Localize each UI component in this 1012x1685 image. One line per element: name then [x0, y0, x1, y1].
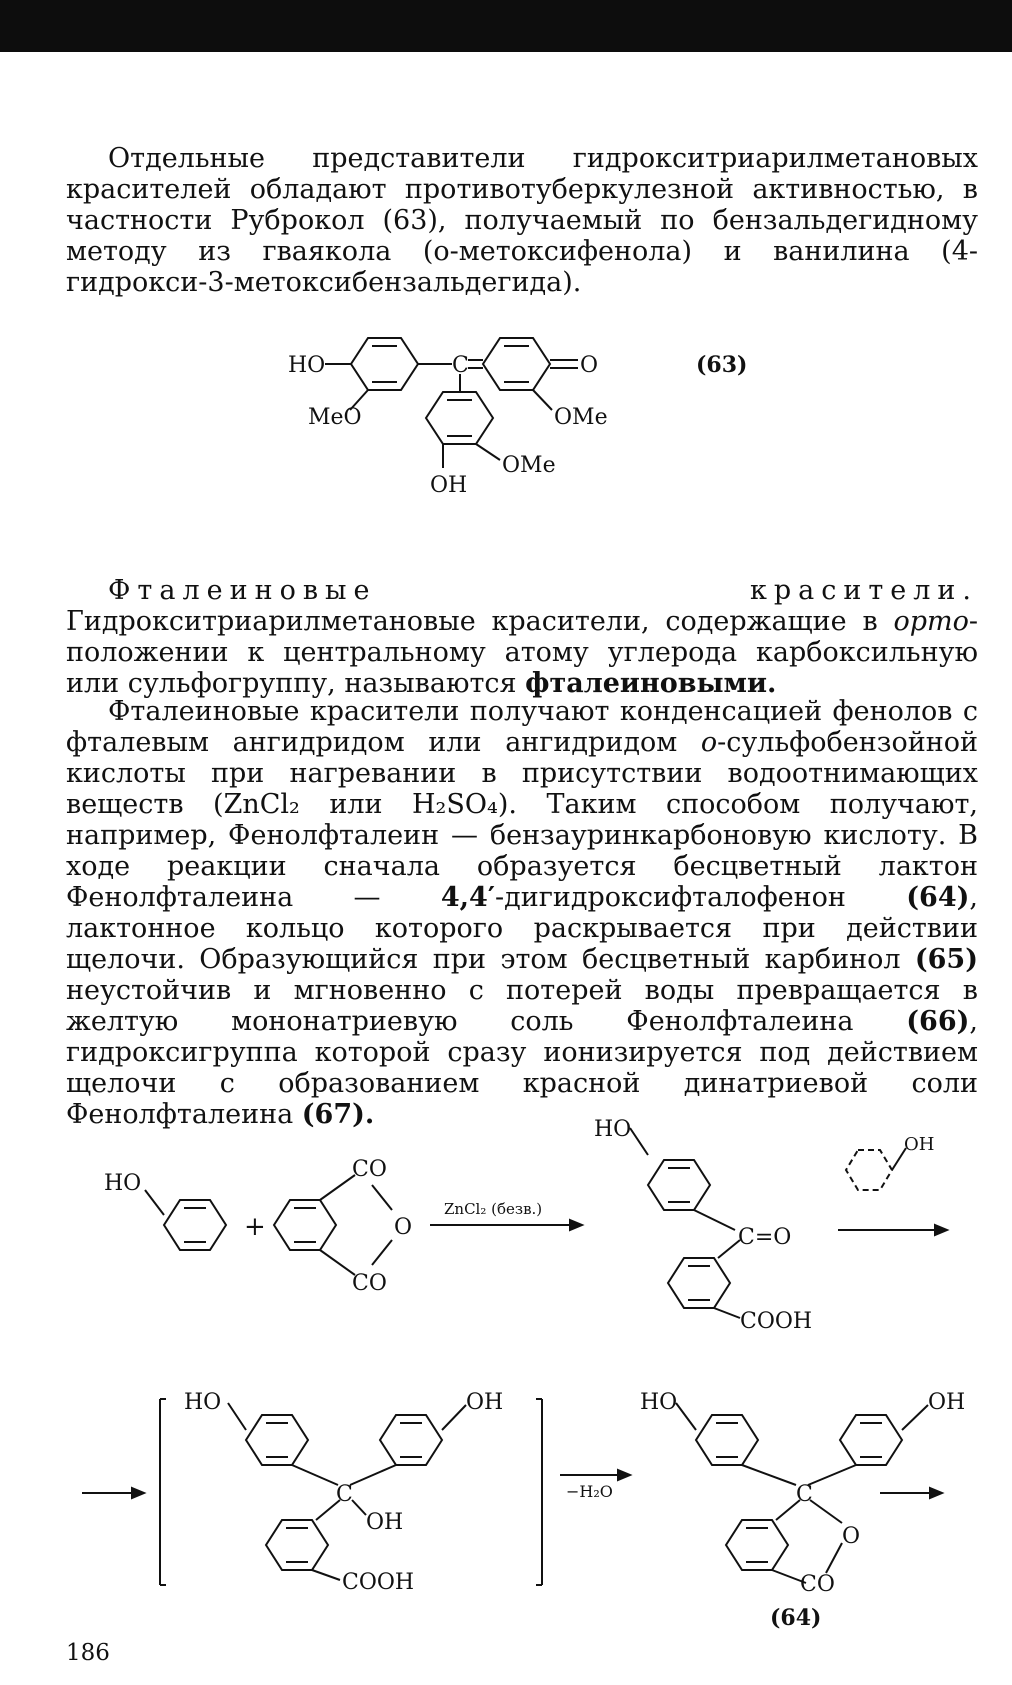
carbinol-central-carbon: C: [336, 1482, 353, 1507]
reagent-phenol-ring: [846, 1150, 892, 1190]
reagent-oh-label: OH: [904, 1134, 935, 1155]
reaction-2-svg: [0, 1385, 1012, 1630]
lactone-ring-oxygen: O: [842, 1524, 861, 1549]
paragraph-text: -дигидроксифталофенон: [494, 882, 846, 913]
anhydride-co-top: CO: [352, 1157, 387, 1182]
page-number: 186: [66, 1640, 110, 1666]
carbinol-cooh-label: COOH: [342, 1570, 415, 1595]
rubrocol-central-carbon: C: [452, 353, 469, 378]
paragraph-text: , лактонное кольцо которого раскрывается при действии щелочи. Образующийся при этом бесцветный карбинол: [66, 882, 978, 975]
compound-ref-67: (67).: [301, 1099, 375, 1130]
anhydride-co-bottom: CO: [352, 1271, 387, 1296]
anhydride-o-label: O: [394, 1215, 413, 1240]
rubrocol-ho-label: HO: [288, 353, 326, 378]
paragraph-phthaleins-definition: [66, 575, 978, 699]
bold-term: фталеиновыми.: [525, 668, 777, 699]
compound-number-64: (64): [770, 1605, 822, 1630]
paragraph-rubrocol: [66, 143, 978, 298]
rubrocol-oh-label: OH: [430, 473, 468, 498]
rubrocol-ome-label-2: OMe: [502, 453, 556, 478]
carbinol-oh-label: OH: [466, 1390, 504, 1415]
paragraph-phthaleins-synthesis: [66, 696, 978, 1130]
bold-term: 4,4′: [440, 882, 495, 913]
dehydration-label: −H₂O: [566, 1482, 613, 1501]
scan-top-border: [0, 0, 1012, 52]
paragraph-text: Гидрокситриарилметановые красители, содержащие в: [66, 606, 878, 637]
paragraph-text: -сульфобензойной кислоты при нагревании в присутствии водоотнимающих веществ (ZnCl₂ или H₂SO₄). Таким способом получают, например, Фенолфталеин — бензауринкарбоновую кислоту. В ходе реакции сначала образуется бесцветный лактон Фенолфталеина —: [66, 727, 978, 913]
compound-ref-65: (65): [914, 944, 978, 975]
compound-number-63: (63): [696, 352, 748, 378]
rubrocol-oxo-label: O: [580, 353, 599, 378]
paragraph-text: Отдельные представители гидрокситриарилметановых красителей обладают противотуберкулезной активностью, в частности Руброкол (63), получаемый по бензальдегидному методу из гваякола (о-метоксифенола) и ванилина (4-гидрокси-3-метоксибензальдегида).: [66, 143, 978, 298]
rubrocol-structure: [0, 320, 1012, 520]
reaction-condition: ZnCl₂ (безв.): [444, 1200, 543, 1218]
paragraph-text: Фталеиновые красители получают конденсацией фенолов с фталевым ангидридом или ангидридом: [66, 696, 978, 758]
compound-ref-64: (64): [906, 882, 970, 913]
rubrocol-meo-label: MeO: [308, 405, 362, 430]
reaction-scheme-1: [0, 1110, 1012, 1330]
rubrocol-svg: [0, 320, 1012, 520]
paragraph-text: неустойчив и мгновенно с потерей воды превращается в желтую мононатриевую соль Фенолфталеина: [66, 975, 978, 1037]
lactone-central-carbon: C: [796, 1482, 813, 1507]
benzoyl-ho-label: HO: [594, 1117, 632, 1142]
phenol-ho-label: HO: [104, 1171, 142, 1196]
lactone-co-label: CO: [800, 1572, 835, 1597]
plus-sign: +: [244, 1212, 266, 1242]
paragraph-text: -положении к центральному атому углерода карбоксильную или сульфогруппу, называются: [66, 606, 978, 699]
carbinol-c-oh-label: OH: [366, 1510, 404, 1535]
reaction-1-svg: [0, 1110, 1012, 1330]
rubrocol-ome-label-1: OMe: [554, 405, 608, 430]
paragraph-text: , гидроксигруппа которой сразу ионизируется под действием щелочи с образованием красной динатриевой соли Фенолфталеина: [66, 1006, 978, 1130]
section-heading: Фталеиновые красители.: [108, 575, 978, 606]
keto-group-label: C=O: [738, 1225, 792, 1250]
italic-term: о: [700, 727, 718, 758]
carbinol-ho-label: HO: [184, 1390, 222, 1415]
compound-ref-66: (66): [906, 1006, 970, 1037]
italic-term: орто: [893, 606, 969, 637]
cooh-label: COOH: [740, 1309, 813, 1330]
lactone-ho-label: HO: [640, 1390, 678, 1415]
reaction-scheme-2: [0, 1385, 1012, 1630]
lactone-oh-label: OH: [928, 1390, 966, 1415]
